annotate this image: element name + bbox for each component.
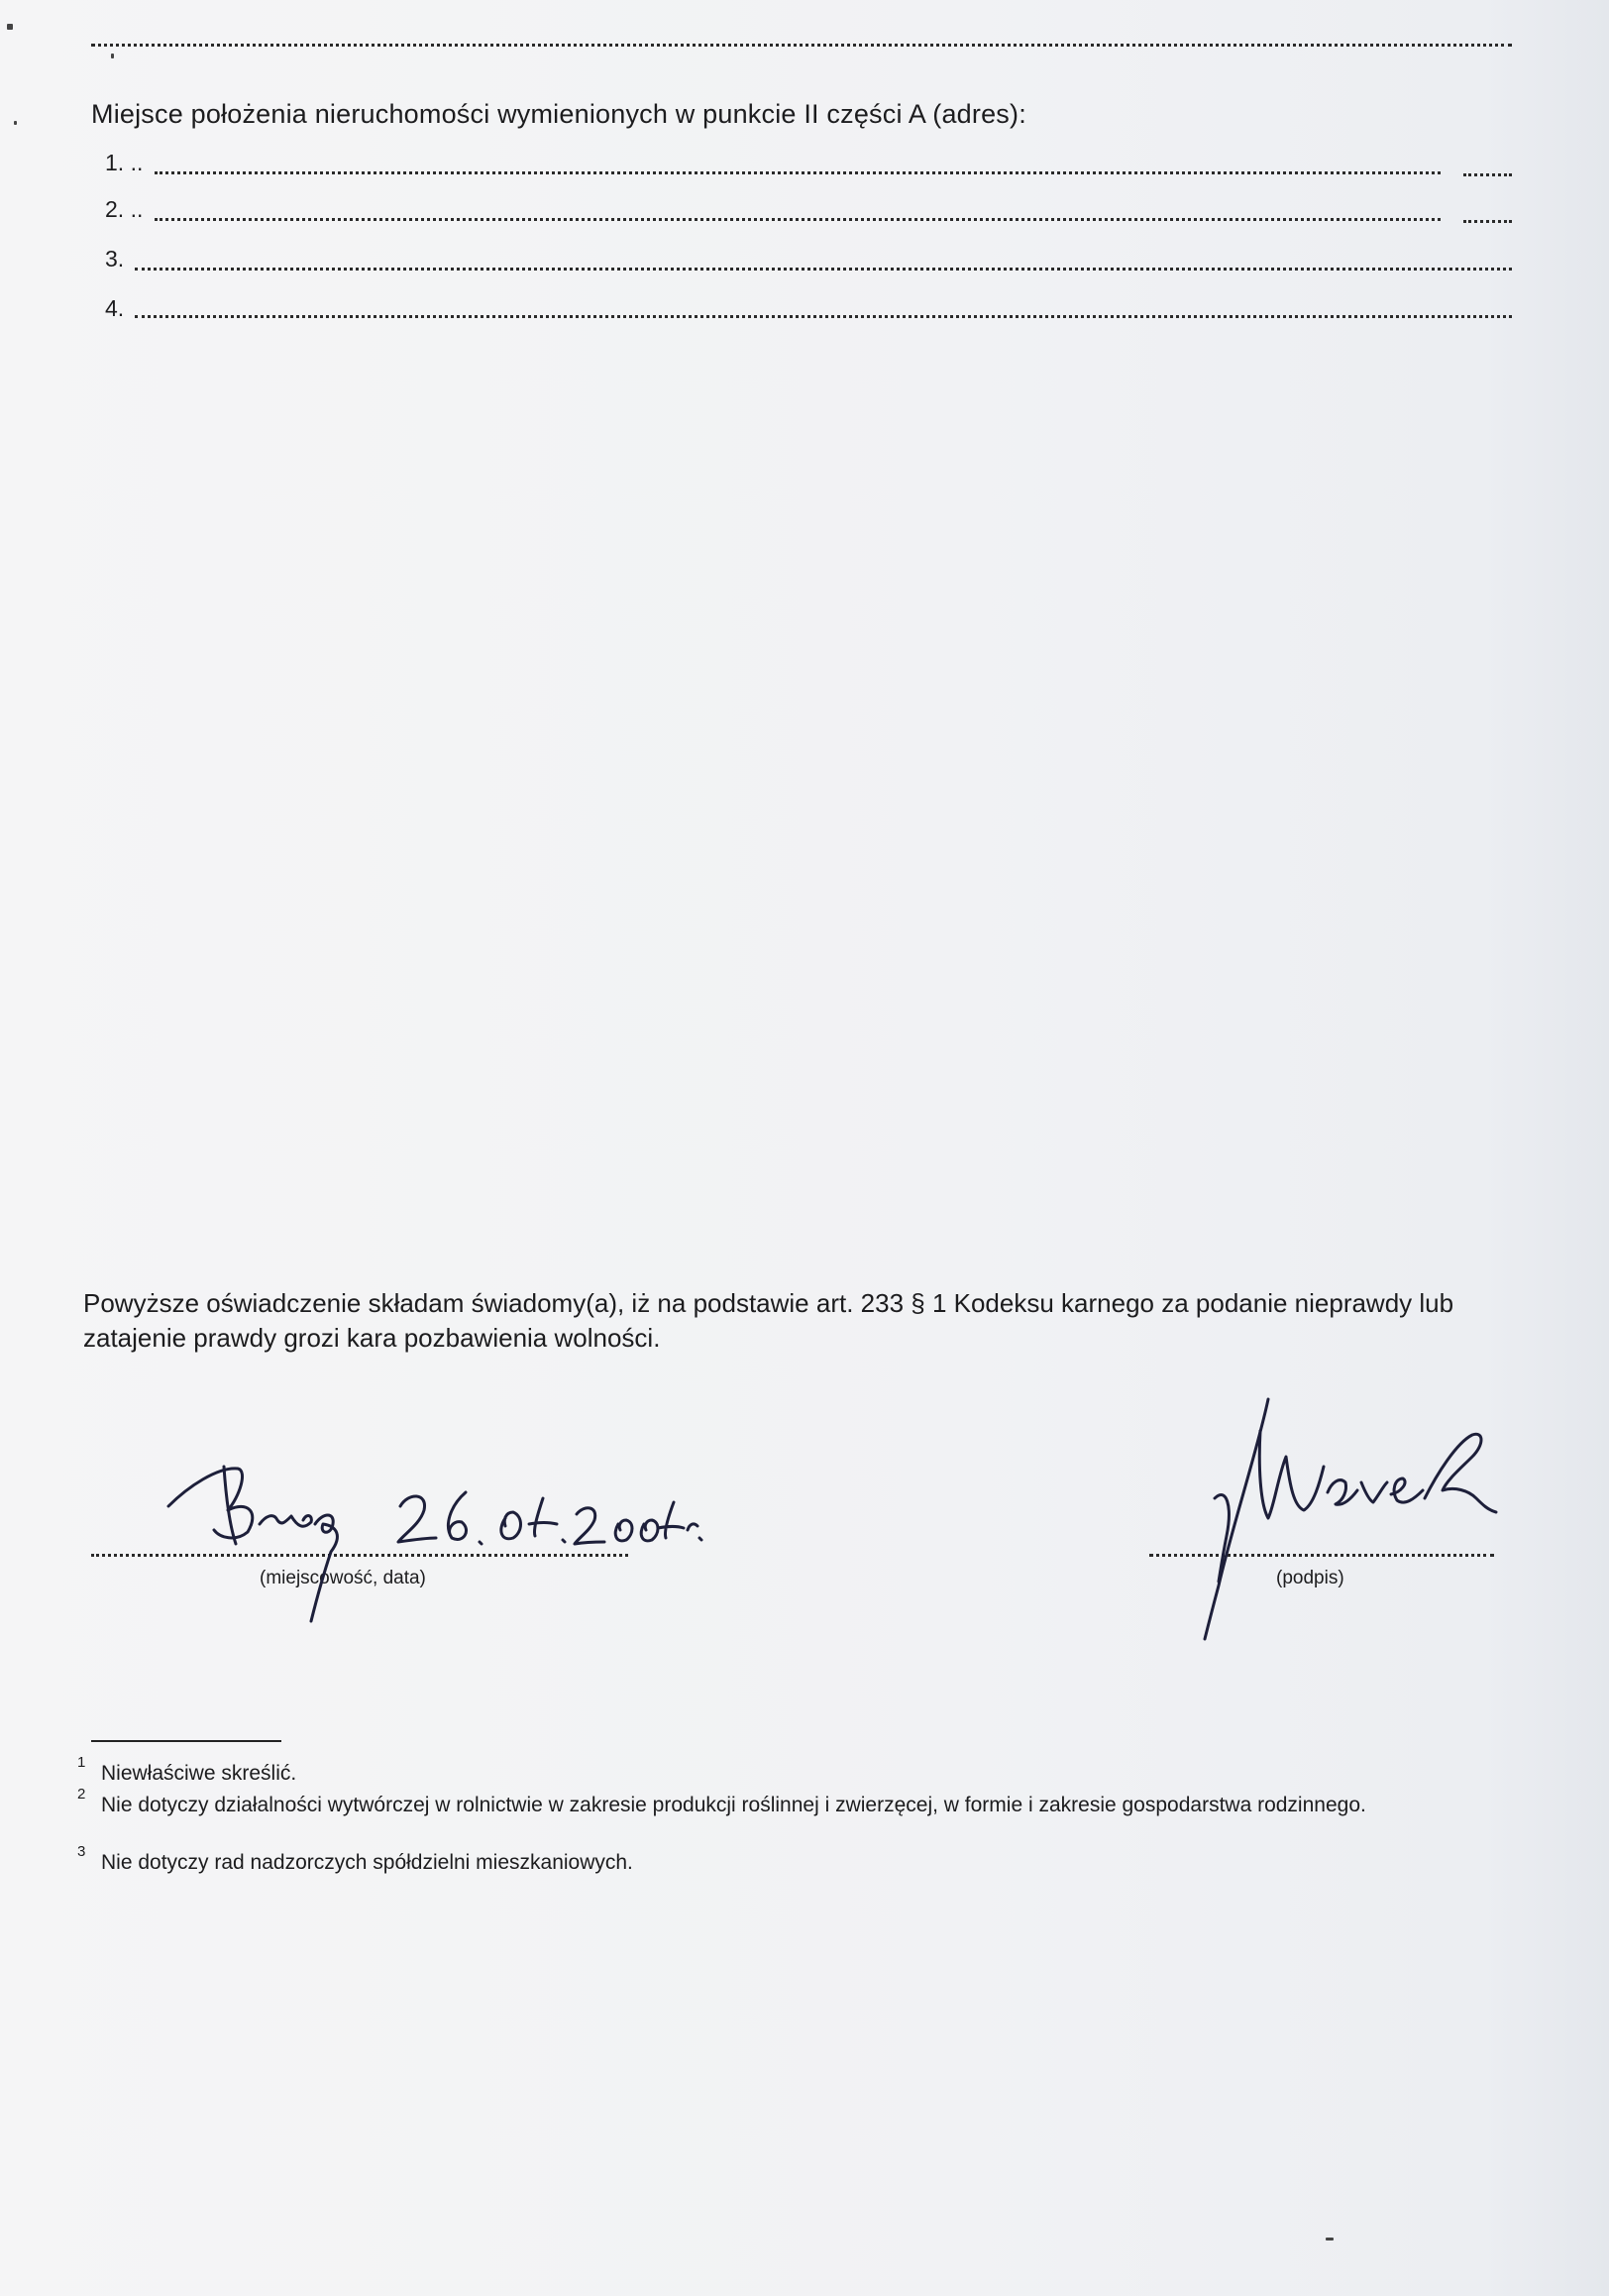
scan-speck [111,54,114,58]
handwritten-signature [1149,1387,1506,1645]
address-item-label: 3. [105,246,125,272]
address-item-line-end [1463,220,1512,223]
handwritten-place-date [149,1427,703,1625]
scan-speck [1326,2238,1334,2241]
address-item-line [155,171,1441,174]
footnote [77,1843,1524,1876]
place-date-caption: (miejscowość, data) [260,1568,426,1588]
top-dotted-line [91,44,1512,47]
address-item-label: 1. .. [105,150,144,175]
footnote-text: Nie dotyczy działalności wytwórczej w rolnictwie w zakresie produkcji roślinnej i zwierzęcej, w formie i zakresie gospodarstwa rodzinnego. [101,1794,1366,1816]
footnote-text: Nie dotyczy rad nadzorczych spółdzielni mieszkaniowych. [101,1851,633,1874]
signature-caption: (podpis) [1276,1568,1344,1588]
footnote-separator [91,1740,281,1742]
address-item-label: 2. .. [105,196,144,222]
footnote-number: 3 [77,1843,86,1860]
footnote-text: Niewłaściwe skreślić. [101,1762,297,1785]
address-heading: Miejsce położenia nieruchomości wymienionych w punkcie II części A (adres): [91,99,1026,129]
address-item-label: 4. [105,295,125,321]
footnote-number: 1 [77,1754,86,1771]
address-item-line [135,315,1512,318]
scan-speck [7,24,13,30]
statement-text: Powyższe oświadczenie składam świadomy(a), iż na podstawie art. 233 § 1 Kodeksu karnego za podanie nieprawdy lub zatajenie prawdy grozi kara pozbawienia wolności. [83,1288,1454,1353]
address-item-line [155,218,1441,221]
address-item-line [135,268,1512,271]
footnote [77,1754,1524,1787]
footnote-number: 2 [77,1786,86,1803]
scan-speck [14,121,17,125]
address-item-line-end [1463,173,1512,176]
footnote [77,1786,1524,1818]
